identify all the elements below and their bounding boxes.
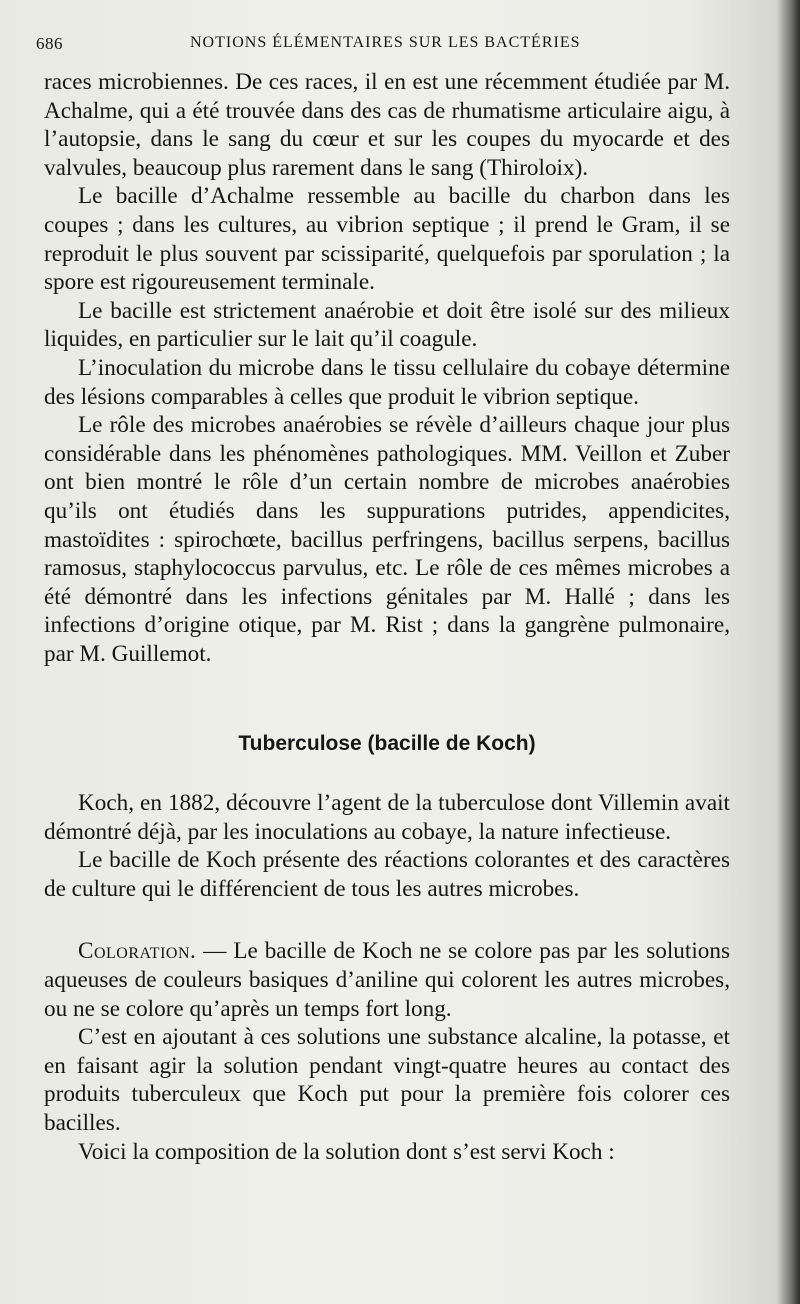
paragraph-9: C’est en ajoutant à ces solutions une substance alcaline, la potasse, et en faisant agir la solution pendant vingt-quatre heures au contact des produits tuberculeux que Koch put pour la première fois colorer ces bacilles. — [44, 1024, 730, 1136]
book-spine-shadow — [778, 0, 800, 1304]
paragraph-10: Voici la composition de la solution dont s’est servi Koch : — [78, 1138, 615, 1165]
paragraph-6: Koch, en 1882, découvre l’agent de la tuberculose dont Villemin avait démontré déjà, par les inoculations au cobaye, la nature infectieuse. — [44, 790, 730, 845]
coloration-label: Coloration. — [78, 938, 197, 965]
paragraph-3: Le bacille est strictement anaérobie et doit être isolé sur des milieux liquides, en particulier sur le lait qu’il coagule. — [44, 297, 730, 353]
coloration-text: — Le bacille de Koch ne se colore pas par les solutions aqueuses de couleurs basiques d’aniline qui colorent les autres microbes, ou ne se colore qu’après un temps fort long. — [44, 938, 730, 1022]
page-header — [36, 30, 736, 60]
page-number: 686 — [36, 34, 63, 53]
paragraph-5: Le rôle des microbes anaérobies se révèle d’ailleurs chaque jour plus considérable dans les phénomènes pathologiques. MM. Veillon et Zuber ont bien montré le rôle d’un certain nombre de microbes anaérobies qu’ils ont étudiés dans les suppurations putrides, appendicites, mastoïdites : spirochœte, bacillus perfringens, bacillus serpens, bacillus ramosus, staphylococcus parvulus, etc. Le rôle de ces mêmes microbes a été démontré dans les infections génitales par M. Hallé ; dans les infections d’origine otique, par M. Rist ; dans la gangrène pulmonaire, par M. Guillemot. — [44, 412, 730, 667]
paragraph-2: Le bacille d’Achalme ressemble au bacille du charbon dans les coupes ; dans les cultures, au vibrion septique ; il prend le Gram, il se reproduit le plus souvent par scissiparité, quelquefois par sporulation ; la spore est rigoureusement terminale. — [44, 183, 730, 296]
body-text — [44, 68, 730, 1166]
paragraph-1: races microbiennes. De ces races, il en est une récemment étudiée par M. Achalme, qui a été trouvée dans des cas de rhumatisme articulaire aigu, à l’autopsie, dans le sang du cœur et sur les coupes du myocarde et des valvules, beaucoup plus rarement dans le sang (Thiroloix). — [44, 69, 730, 181]
paragraph-4: L’inoculation du microbe dans le tissu cellulaire du cobaye détermine des lésions comparables à celles que produit le vibrion septique. — [44, 354, 730, 410]
running-title: NOTIONS ÉLÉMENTAIRES SUR LES BACTÉRIES — [190, 34, 581, 51]
paragraph-coloration — [44, 937, 730, 1023]
section-heading: Tuberculose (bacille de Koch) — [238, 732, 536, 756]
paragraph-7: Le bacille de Koch présente des réactions colorantes et des caractères de culture qui le différencient de tous les autres microbes. — [44, 847, 730, 902]
